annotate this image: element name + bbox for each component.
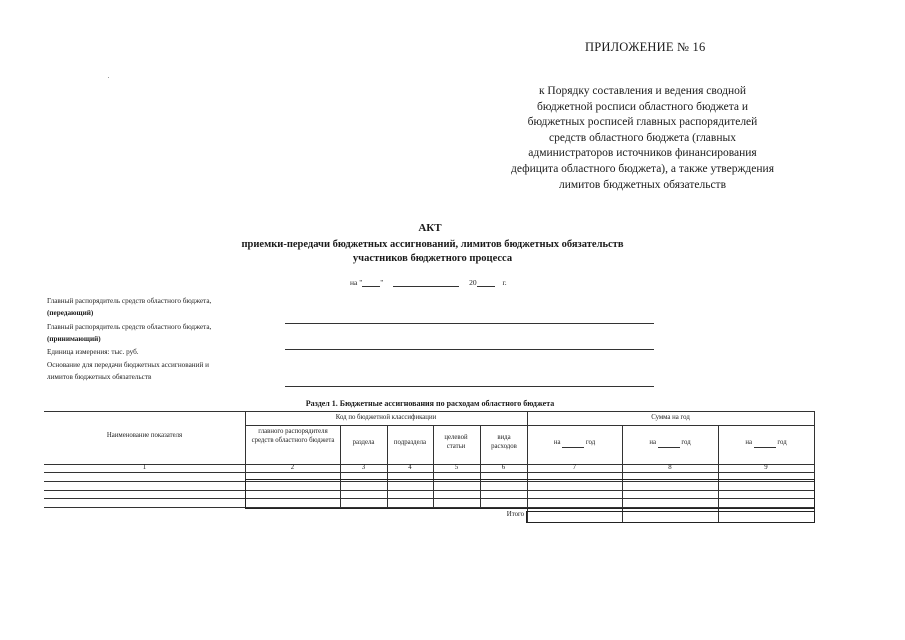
order-line: к Порядку составления и ведения сводной [538, 85, 747, 97]
col-number: 7 [572, 464, 577, 471]
col-header-year-2 [622, 439, 718, 448]
col-number: 8 [668, 464, 672, 471]
date-suffix: г. [502, 278, 507, 287]
col-header-year-3 [718, 439, 814, 448]
col-header-name: Наименование показателя [106, 432, 183, 439]
year-prefix: на [553, 439, 561, 446]
col-number: 3 [361, 464, 366, 471]
act-subtitle-line: приемки-передачи бюджетных ассигнований, лимитов бюджетных обязательств [241, 239, 624, 250]
month-blank [393, 278, 459, 287]
date-prefix: на " [350, 278, 363, 287]
act-date [350, 278, 507, 287]
act-subtitle-line: участников бюджетного процесса [352, 253, 513, 264]
transferring-label: Главный распорядитель средств областного бюджета, [47, 297, 212, 305]
date-quote: " [380, 278, 384, 287]
transferring-note: (передающий) [47, 309, 94, 317]
receiving-label: Главный распорядитель средств областного бюджета, [47, 323, 212, 331]
year-suffix: год [585, 439, 596, 446]
order-line: лимитов бюджетных обязательств [558, 178, 727, 191]
year-prefix: на [745, 439, 752, 446]
total-row-frame [526, 511, 815, 523]
act-subtitle [0, 238, 865, 266]
basis-line [285, 386, 654, 387]
col-header-target-article: целевой статьи [444, 434, 468, 450]
year-prefix: на [649, 439, 656, 446]
col-header-main-manager: главного распорядителя средств областного бюджета [251, 428, 335, 444]
data-area-frame [245, 479, 815, 509]
col-number: 4 [408, 464, 412, 471]
order-line: бюджетной росписи областного бюджета и [536, 100, 749, 113]
order-line: средств областного бюджета (главных [549, 131, 736, 144]
col-header-section: раздела [352, 439, 375, 446]
order-line: дефицита областного бюджета), а также утверждения [511, 162, 774, 175]
col-number: 2 [290, 464, 295, 471]
year-blank [477, 278, 495, 287]
col-header-year-1 [527, 439, 622, 448]
col-header-expense-type: вида расходов [491, 434, 517, 450]
year-suffix: год [777, 439, 787, 446]
appendix-number: ПРИЛОЖЕНИЕ № 16 [585, 40, 706, 54]
basis-label: лимитов бюджетных обязательств [47, 373, 152, 381]
order-line: бюджетных росписей главных распорядителей [527, 116, 758, 129]
unit-label: Единица измерения: тыс. руб. [47, 348, 139, 356]
col-number: 6 [501, 464, 506, 471]
table-rule [44, 411, 814, 412]
receiving-note: (принимающий) [47, 335, 101, 343]
year-blank [562, 440, 584, 448]
receiving-line [285, 349, 654, 350]
order-line: администраторов источников финансирования [528, 147, 757, 160]
year-blank [658, 440, 680, 448]
total-label: Итого [506, 511, 524, 518]
date-year: 20 [469, 278, 477, 287]
table-rule [245, 425, 814, 426]
col-group-code: Код по бюджетной классификации [335, 414, 437, 421]
year-blank [754, 440, 776, 448]
col-header-subsection: подраздела [393, 439, 427, 446]
col-group-sum: Сумма на год [651, 414, 690, 421]
year-suffix: год [681, 439, 691, 446]
col-number: 1 [142, 464, 147, 471]
col-number: 9 [764, 464, 768, 471]
act-title: АКТ [418, 222, 442, 234]
transferring-line [285, 323, 654, 324]
day-blank [362, 278, 380, 287]
col-number: 5 [454, 464, 459, 471]
order-reference [490, 84, 795, 193]
scan-speck [108, 77, 109, 78]
section-title: Раздел 1. Бюджетные ассигнования по расходам областного бюджета [305, 399, 555, 408]
basis-label: Основание для передачи бюджетных ассигнований и [47, 361, 209, 369]
